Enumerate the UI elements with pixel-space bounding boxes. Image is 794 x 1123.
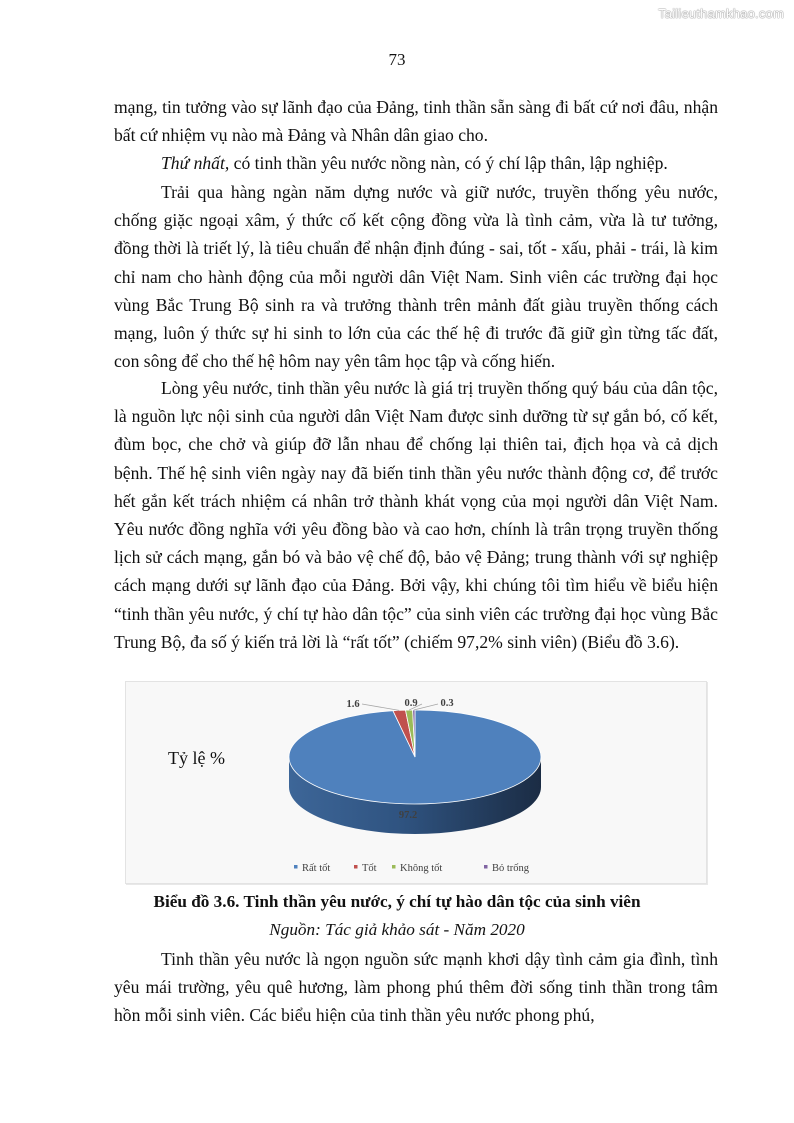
legend-swatch-rat-tot — [294, 865, 298, 869]
figure-source: Nguồn: Tác giả khảo sát - Năm 2020 — [269, 920, 525, 939]
legend-swatch-khong-tot — [392, 865, 396, 869]
pie-top — [289, 710, 541, 804]
data-label-rat-tot: 97.2 — [398, 810, 418, 821]
legend-swatch-bo-trong — [484, 865, 488, 869]
text-block-after — [114, 945, 718, 1030]
legend — [294, 863, 530, 874]
paragraph: Tinh thần yêu nước là ngọn nguồn sức mạnh khơi dậy tình cảm gia đình, tình yêu mái trường, yêu quê hương, làm phong phú thêm đời sống tinh thần trong tâm hồn mỗi sinh viên. Các biểu hiện của tinh thần yêu nước phong phú, — [114, 949, 718, 1026]
data-label-bo-trong: 0.3 — [440, 698, 454, 709]
pie-chart — [125, 681, 707, 884]
section-heading-lead: Thứ nhất, — [161, 153, 230, 174]
chart-title: Tỷ lệ % — [168, 748, 225, 768]
data-label-khong-tot: 0.9 — [404, 698, 418, 709]
legend-label-tot: Tốt — [362, 863, 377, 874]
text-block-intro — [114, 93, 718, 178]
paragraph: Trải qua hàng ngàn năm dựng nước và giữ nước, truyền thống yêu nước, chống giặc ngoại xâm, ý thức cố kết cộng đồng vừa là tình cảm, vừa là tư tưởng, đồng thời là triết lý, là tiêu chuẩn để nhận định đúng - sai, tốt - xấu, phải - trái, là kim chỉ nam cho hành động của mỗi người dân Việt Nam. Sinh viên các trường đại học vùng Bắc Trung Bộ sinh ra và trưởng thành trên mảnh đất giàu truyền thống cách mạng, luôn ý thức sự hi sinh to lớn của các thế hệ đi trước đã giữ gìn từng tấc đất, con sông để cho thế hệ hôm nay yên tâm học tập và cống hiến. — [114, 182, 718, 372]
legend-label-rat-tot: Rất tốt — [302, 863, 331, 874]
text-block-main-2 — [114, 374, 718, 656]
pie-chart-canvas — [126, 682, 706, 883]
legend-swatch-tot — [354, 865, 358, 869]
page-number: 73 — [388, 50, 406, 69]
text-block-main — [114, 178, 718, 375]
section-heading — [114, 149, 718, 177]
paragraph: mạng, tin tưởng vào sự lãnh đạo của Đảng, tinh thần sẵn sàng đi bất cứ nơi đâu, nhận bất cứ nhiệm vụ nào mà Đảng và Nhân dân giao cho. — [114, 97, 718, 146]
figure-caption: Biểu đồ 3.6. Tinh thần yêu nước, ý chí tự hào dân tộc của sinh viên — [153, 892, 641, 911]
paragraph: Lòng yêu nước, tinh thần yêu nước là giá trị truyền thống quý báu của dân tộc, là nguồn lực nội sinh của người dân Việt Nam được sinh dưỡng từ sự gắn bó, cố kết, đùm bọc, che chở và giúp đỡ lẫn nhau để chống lại thiên tai, địch họa và cả dịch bệnh. Thế hệ sinh viên ngày nay đã biến tinh thần yêu nước thành động cơ, để trước hết gắn kết trách nhiệm cá nhân trở thành khát vọng của mọi người dân Việt Nam. Yêu nước đồng nghĩa với yêu đồng bào và cao hơn, chính là trân trọng truyền thống lịch sử cách mạng, gắn bó và bảo vệ chế độ, bảo vệ Đảng; trung thành với sự nghiệp cách mạng dưới sự lãnh đạo của Đảng. Bởi vậy, khi chúng tôi tìm hiểu về biểu hiện “tinh thần yêu nước, ý chí tự hào dân tộc” của sinh viên các trường đại học vùng Bắc Trung Bộ, đa số ý kiến trả lời là “rất tốt” (chiếm 97,2% sinh viên) (Biểu đồ 3.6). — [114, 378, 718, 652]
pie-leader-lines — [362, 704, 438, 710]
legend-label-bo-trong: Bỏ trống — [492, 863, 530, 874]
leader-line-tot — [362, 704, 399, 710]
data-label-tot: 1.6 — [346, 699, 360, 710]
watermark: Tailieuthamkhao.com — [658, 6, 784, 21]
legend-label-khong-tot: Không tốt — [400, 863, 443, 874]
section-heading-text: có tinh thần yêu nước nồng nàn, có ý chí lập thân, lập nghiệp. — [229, 153, 668, 174]
